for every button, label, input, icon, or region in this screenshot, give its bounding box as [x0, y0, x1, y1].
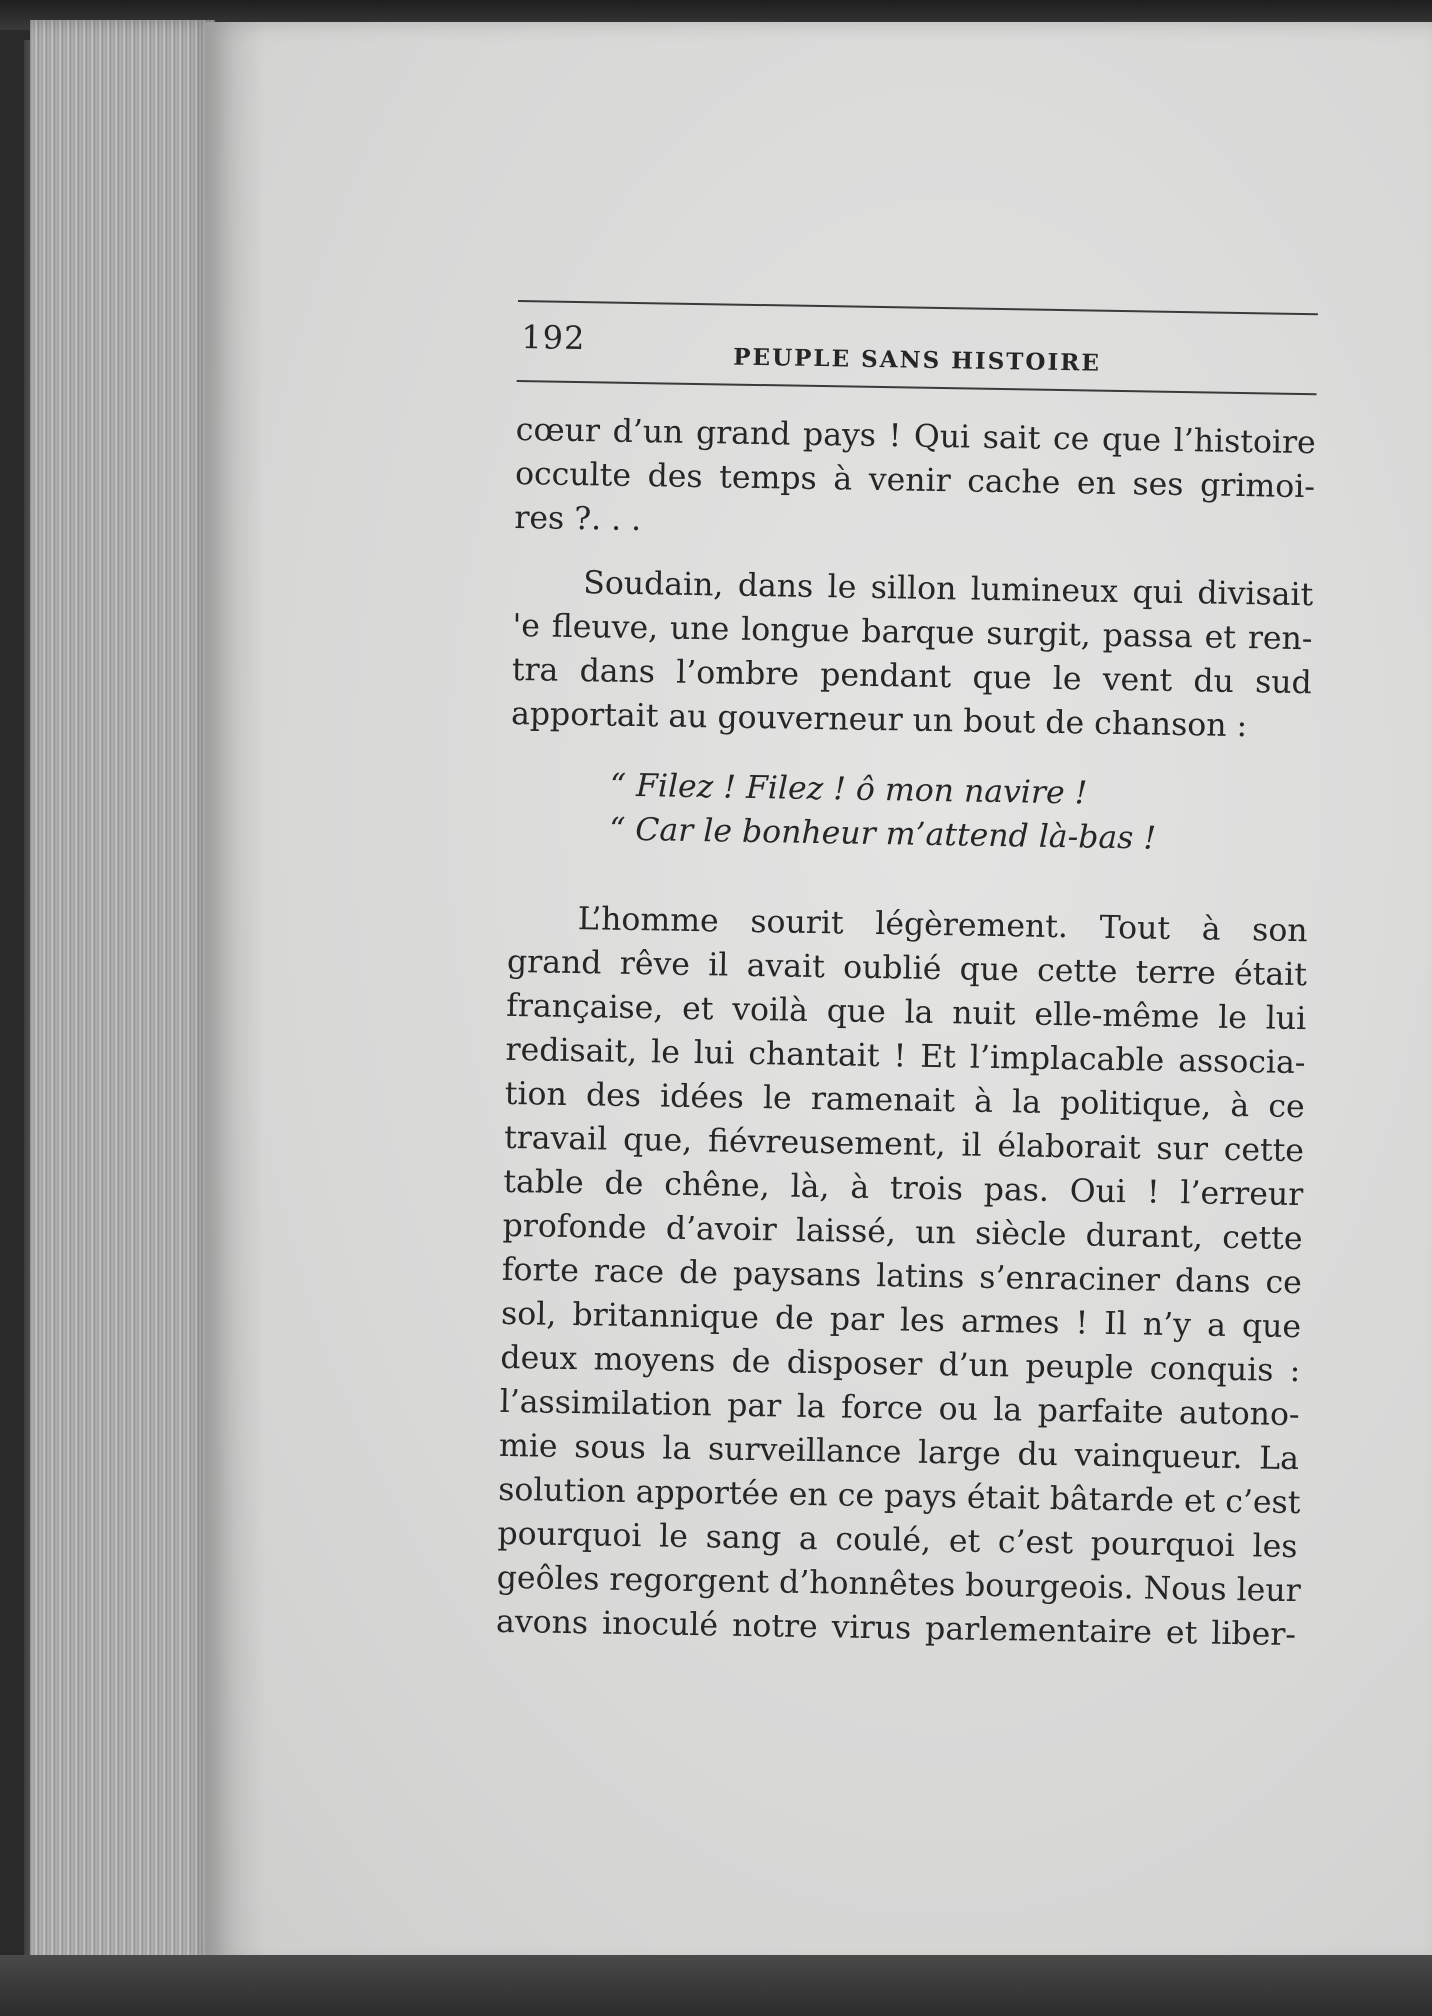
text-line: tra dans l’ombre pendant que le vent du sud [511, 651, 1313, 702]
text-line: redisait, le lui chantait ! Et l’implacable associa- [505, 1031, 1306, 1082]
text-line: geôles regorgent d’honnêtes bourgeois. Nous leur [496, 1559, 1302, 1610]
text-line: occulte des temps à venir cache en ses grimoi- [514, 455, 1316, 506]
text-line: res ?. . . [514, 499, 642, 539]
text-line: française, et voilà que la nuit elle-même le lui [505, 987, 1307, 1038]
text-line: sol, britannique de par les armes ! Il n’y a que [500, 1295, 1302, 1346]
text-line: forte race de paysans latins s’enraciner dans ce [501, 1251, 1303, 1302]
text-line: solution apportée en ce pays était bâtarde et c’est [497, 1471, 1301, 1522]
text-line: pourquoi le sang a coulé, et c’est pourquoi les [497, 1515, 1298, 1566]
text-line: L’homme sourit légèrement. Tout à son [577, 901, 1308, 950]
verse-line: “ Car le bonheur m’attend là-bas ! [608, 811, 1157, 857]
text-line: grand rêve il avait oublié que cette terre était [506, 943, 1308, 994]
book-page-edges [30, 20, 215, 1980]
text-line: mie sous la surveillance large du vainqueur. La [498, 1427, 1300, 1478]
page-body [496, 408, 1316, 1657]
verse-line: “ Filez ! Filez ! ô mon navire ! [609, 767, 1088, 812]
text-line: apportait au gouverneur un bout de chanson : [510, 695, 1248, 745]
page-text-block [494, 300, 1327, 1733]
text-line: Soudain, dans le sillon lumineux qui divisait [583, 565, 1314, 614]
text-line: tion des idées le ramenait à la politique, à ce [504, 1075, 1306, 1126]
running-title: PEUPLE SANS HISTOIRE [733, 343, 1102, 377]
text-line: l’assimilation par la force ou la parfaite autono- [499, 1383, 1300, 1434]
scan-bottom-border [0, 1955, 1432, 2016]
page-gutter-shadow [205, 22, 265, 1967]
text-line: table de chêne, là, à trois pas. Oui ! l’erreur [503, 1163, 1304, 1214]
text-line: deux moyens de disposer d’un peuple conquis : [500, 1339, 1301, 1390]
text-line: travail que, fiévreusement, il élaborait sur cette [503, 1119, 1305, 1170]
text-line: avons inoculé notre virus parlementaire et liber- [495, 1603, 1297, 1654]
page-number: 192 [521, 318, 586, 358]
text-line: 'e fleuve, une longue barque surgit, passa et ren- [512, 607, 1313, 658]
text-line: cœur d’un grand pays ! Qui sait ce que l’histoire [515, 411, 1317, 462]
header-rule-bottom [517, 380, 1317, 395]
text-line: profonde d’avoir laissé, un siècle durant, cette [502, 1207, 1303, 1258]
